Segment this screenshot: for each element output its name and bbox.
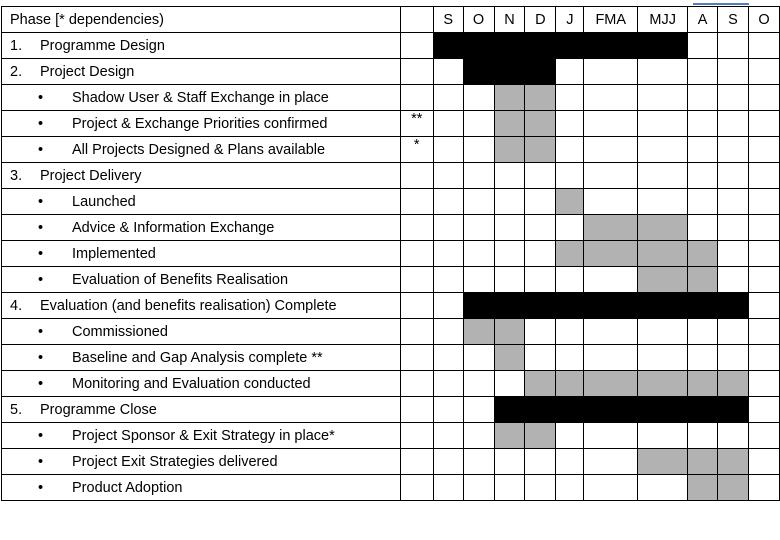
phase-cell <box>2 137 401 163</box>
activity-bar-cell <box>718 475 749 501</box>
task-row <box>2 319 780 345</box>
dependency-cell <box>400 267 433 293</box>
timeline-cell <box>718 137 749 163</box>
timeline-cell <box>748 371 779 397</box>
timeline-cell <box>584 449 638 475</box>
timeline-cell <box>748 33 779 59</box>
timeline-cell <box>494 371 525 397</box>
task-row <box>2 345 780 371</box>
activity-bar-cell <box>638 215 688 241</box>
dependency-cell <box>400 371 433 397</box>
timeline-cell <box>463 371 494 397</box>
timeline-cell <box>748 397 779 423</box>
timeline-cell <box>556 449 584 475</box>
timeline-cell <box>463 215 494 241</box>
activity-bar-cell <box>688 371 718 397</box>
timeline-cell <box>463 189 494 215</box>
milestone-bar-cell <box>584 33 638 59</box>
timeline-cell <box>556 59 584 85</box>
phase-cell <box>2 33 401 59</box>
bullet-marker: • <box>38 479 44 496</box>
timeline-cell <box>638 319 688 345</box>
row-label: Project & Exchange Priorities confirmed <box>72 115 328 132</box>
row-label: Evaluation of Benefits Realisation <box>72 271 289 288</box>
timeline-cell <box>718 215 749 241</box>
dependency-cell <box>400 345 433 371</box>
activity-bar-cell <box>584 215 638 241</box>
timeline-cell <box>638 111 688 137</box>
dependency-cell <box>400 215 433 241</box>
activity-bar-cell <box>463 319 494 345</box>
milestone-bar-cell <box>525 33 556 59</box>
timeline-cell <box>748 475 779 501</box>
milestone-bar-cell <box>688 293 718 319</box>
task-row <box>2 267 780 293</box>
activity-bar-cell <box>556 189 584 215</box>
timeline-cell <box>463 397 494 423</box>
dependency-cell <box>400 33 433 59</box>
timeline-cell <box>525 345 556 371</box>
timeline-cell <box>748 423 779 449</box>
timeline-cell <box>638 59 688 85</box>
period-header: D <box>525 7 556 33</box>
bullet-marker: • <box>38 427 44 444</box>
dependency-cell <box>400 163 433 189</box>
row-label: Project Design <box>40 63 135 80</box>
row-label: Project Exit Strategies delivered <box>72 453 278 470</box>
task-row <box>2 85 780 111</box>
timeline-cell <box>556 215 584 241</box>
task-row <box>2 215 780 241</box>
timeline-cell <box>748 449 779 475</box>
activity-bar-cell <box>718 449 749 475</box>
task-row <box>2 449 780 475</box>
phase-number: 1. <box>10 37 23 54</box>
timeline-cell <box>718 319 749 345</box>
row-label: All Projects Designed & Plans available <box>72 141 326 158</box>
phase-cell <box>2 85 401 111</box>
bullet-marker: • <box>38 271 44 288</box>
phase-cell <box>2 189 401 215</box>
timeline-cell <box>748 293 779 319</box>
timeline-cell <box>433 59 463 85</box>
timeline-cell <box>748 319 779 345</box>
timeline-cell <box>525 475 556 501</box>
timeline-cell <box>718 33 749 59</box>
timeline-cell <box>748 59 779 85</box>
timeline-cell <box>556 111 584 137</box>
timeline-cell <box>718 111 749 137</box>
timeline-cell <box>584 85 638 111</box>
row-label: Programme Design <box>40 37 165 54</box>
period-header: FMA <box>584 7 638 33</box>
activity-bar-cell <box>525 137 556 163</box>
gantt-body <box>2 33 780 501</box>
dependency-cell <box>400 449 433 475</box>
timeline-cell <box>688 85 718 111</box>
phase-cell <box>2 293 401 319</box>
milestone-bar-cell <box>463 33 494 59</box>
phase-cell <box>2 241 401 267</box>
dependency-cell <box>400 241 433 267</box>
timeline-cell <box>638 137 688 163</box>
activity-bar-cell <box>525 423 556 449</box>
timeline-cell <box>688 137 718 163</box>
phase-cell <box>2 59 401 85</box>
timeline-cell <box>584 163 638 189</box>
dependency-cell: * <box>400 137 433 163</box>
milestone-bar-cell <box>525 397 556 423</box>
phase-cell <box>2 449 401 475</box>
gantt-table <box>1 6 780 501</box>
phase-number: 4. <box>10 297 23 314</box>
milestone-bar-cell <box>525 293 556 319</box>
phase-cell <box>2 163 401 189</box>
activity-bar-cell <box>556 241 584 267</box>
timeline-cell <box>688 345 718 371</box>
activity-bar-cell <box>688 267 718 293</box>
timeline-cell <box>748 85 779 111</box>
dependency-cell <box>400 423 433 449</box>
timeline-cell <box>584 189 638 215</box>
timeline-cell <box>638 345 688 371</box>
timeline-cell <box>748 137 779 163</box>
activity-bar-cell <box>638 241 688 267</box>
row-label: Shadow User & Staff Exchange in place <box>72 89 329 106</box>
timeline-cell <box>688 189 718 215</box>
row-label: Commissioned <box>72 323 168 340</box>
timeline-cell <box>688 59 718 85</box>
timeline-cell <box>525 449 556 475</box>
phase-cell <box>2 345 401 371</box>
timeline-cell <box>638 85 688 111</box>
timeline-cell <box>433 163 463 189</box>
timeline-cell <box>584 267 638 293</box>
period-header: O <box>748 7 779 33</box>
timeline-cell <box>556 137 584 163</box>
timeline-cell <box>433 397 463 423</box>
timeline-cell <box>748 163 779 189</box>
activity-bar-cell <box>525 85 556 111</box>
row-label: Project Delivery <box>40 167 142 184</box>
milestone-bar-cell <box>494 33 525 59</box>
dependency-cell <box>400 189 433 215</box>
timeline-cell <box>433 137 463 163</box>
activity-bar-cell <box>584 371 638 397</box>
phase-number: 3. <box>10 167 23 184</box>
timeline-cell <box>494 189 525 215</box>
timeline-cell <box>525 189 556 215</box>
timeline-cell <box>433 475 463 501</box>
timeline-cell <box>463 85 494 111</box>
timeline-cell <box>494 215 525 241</box>
timeline-cell <box>718 345 749 371</box>
phase-row <box>2 293 780 319</box>
period-header: O <box>463 7 494 33</box>
bullet-marker: • <box>38 141 44 158</box>
timeline-cell <box>638 189 688 215</box>
timeline-cell <box>584 59 638 85</box>
milestone-bar-cell <box>718 293 749 319</box>
milestone-bar-cell <box>556 397 584 423</box>
timeline-cell <box>556 85 584 111</box>
period-header: J <box>556 7 584 33</box>
bullet-marker: • <box>38 245 44 262</box>
timeline-cell <box>748 267 779 293</box>
phase-cell <box>2 319 401 345</box>
phase-column-header: Phase [* dependencies) <box>2 7 401 33</box>
timeline-cell <box>525 319 556 345</box>
dependency-column-header <box>400 7 433 33</box>
dependency-cell <box>400 319 433 345</box>
bullet-marker: • <box>38 193 44 210</box>
timeline-cell <box>556 267 584 293</box>
timeline-cell <box>463 241 494 267</box>
timeline-cell <box>494 267 525 293</box>
milestone-bar-cell <box>638 397 688 423</box>
dependency-cell <box>400 85 433 111</box>
activity-bar-cell <box>494 345 525 371</box>
phase-cell <box>2 397 401 423</box>
timeline-cell <box>718 189 749 215</box>
timeline-cell <box>638 475 688 501</box>
timeline-cell <box>525 215 556 241</box>
timeline-cell <box>463 111 494 137</box>
period-header: S <box>433 7 463 33</box>
row-label: Advice & Information Exchange <box>72 219 275 236</box>
timeline-cell <box>494 449 525 475</box>
bullet-marker: • <box>38 89 44 106</box>
timeline-cell <box>433 423 463 449</box>
timeline-cell <box>688 423 718 449</box>
milestone-bar-cell <box>494 59 525 85</box>
timeline-cell <box>463 267 494 293</box>
timeline-cell <box>748 189 779 215</box>
dependency-cell: ** <box>400 111 433 137</box>
timeline-cell <box>584 137 638 163</box>
activity-bar-cell <box>525 371 556 397</box>
milestone-bar-cell <box>494 397 525 423</box>
task-row <box>2 111 780 137</box>
activity-bar-cell <box>556 371 584 397</box>
header-row <box>2 7 780 33</box>
timeline-cell <box>638 163 688 189</box>
milestone-bar-cell <box>556 293 584 319</box>
timeline-cell <box>463 423 494 449</box>
timeline-cell <box>494 163 525 189</box>
milestone-bar-cell <box>556 33 584 59</box>
timeline-cell <box>688 33 718 59</box>
task-row <box>2 371 780 397</box>
timeline-cell <box>688 111 718 137</box>
bullet-marker: • <box>38 349 44 366</box>
timeline-cell <box>433 189 463 215</box>
row-label: Project Sponsor & Exit Strategy in place* <box>72 427 335 444</box>
timeline-cell <box>556 345 584 371</box>
timeline-cell <box>463 475 494 501</box>
dependency-cell <box>400 475 433 501</box>
timeline-cell <box>556 475 584 501</box>
bullet-marker: • <box>38 453 44 470</box>
phase-cell <box>2 215 401 241</box>
milestone-bar-cell <box>463 293 494 319</box>
period-header: S <box>718 7 749 33</box>
milestone-bar-cell <box>584 397 638 423</box>
phase-row <box>2 163 780 189</box>
timeline-cell <box>584 345 638 371</box>
activity-bar-cell <box>494 423 525 449</box>
task-row <box>2 137 780 163</box>
period-header: MJJ <box>638 7 688 33</box>
timeline-cell <box>556 319 584 345</box>
task-row <box>2 189 780 215</box>
timeline-cell <box>718 59 749 85</box>
row-label: Product Adoption <box>72 479 183 496</box>
timeline-cell <box>718 85 749 111</box>
milestone-bar-cell <box>433 33 463 59</box>
phase-row <box>2 397 780 423</box>
task-row <box>2 475 780 501</box>
timeline-cell <box>433 371 463 397</box>
activity-bar-cell <box>638 267 688 293</box>
phase-cell <box>2 267 401 293</box>
timeline-cell <box>638 423 688 449</box>
timeline-cell <box>688 319 718 345</box>
period-header: N <box>494 7 525 33</box>
phase-number: 2. <box>10 63 23 80</box>
activity-bar-cell <box>718 371 749 397</box>
milestone-bar-cell <box>584 293 638 319</box>
phase-row <box>2 33 780 59</box>
timeline-cell <box>718 267 749 293</box>
timeline-cell <box>525 163 556 189</box>
bullet-marker: • <box>38 375 44 392</box>
timeline-cell <box>433 111 463 137</box>
phase-cell <box>2 371 401 397</box>
phase-number: 5. <box>10 401 23 418</box>
top-accent-line <box>693 3 749 5</box>
timeline-cell <box>556 423 584 449</box>
row-label: Evaluation (and benefits realisation) Complete <box>40 297 337 314</box>
bullet-marker: • <box>38 219 44 236</box>
row-label: Baseline and Gap Analysis complete ** <box>72 349 323 366</box>
task-row <box>2 241 780 267</box>
timeline-cell <box>584 111 638 137</box>
dependency-cell <box>400 59 433 85</box>
row-label: Implemented <box>72 245 156 262</box>
activity-bar-cell <box>688 241 718 267</box>
timeline-cell <box>718 423 749 449</box>
dependency-cell <box>400 293 433 319</box>
timeline-cell <box>718 241 749 267</box>
phase-row <box>2 59 780 85</box>
milestone-bar-cell <box>638 293 688 319</box>
timeline-cell <box>584 319 638 345</box>
timeline-cell <box>433 319 463 345</box>
timeline-cell <box>463 449 494 475</box>
activity-bar-cell <box>494 319 525 345</box>
activity-bar-cell <box>525 111 556 137</box>
timeline-cell <box>688 215 718 241</box>
timeline-cell <box>494 475 525 501</box>
task-row <box>2 423 780 449</box>
timeline-cell <box>748 345 779 371</box>
activity-bar-cell <box>494 85 525 111</box>
timeline-cell <box>584 475 638 501</box>
timeline-cell <box>525 241 556 267</box>
activity-bar-cell <box>688 475 718 501</box>
phase-cell <box>2 475 401 501</box>
bullet-marker: • <box>38 115 44 132</box>
row-label: Launched <box>72 193 136 210</box>
phase-cell <box>2 423 401 449</box>
timeline-cell <box>463 163 494 189</box>
phase-cell <box>2 111 401 137</box>
timeline-cell <box>463 137 494 163</box>
milestone-bar-cell <box>525 59 556 85</box>
row-label: Monitoring and Evaluation conducted <box>72 375 311 392</box>
timeline-cell <box>433 241 463 267</box>
timeline-cell <box>748 241 779 267</box>
activity-bar-cell <box>688 449 718 475</box>
timeline-cell <box>433 449 463 475</box>
period-header: A <box>688 7 718 33</box>
row-label: Programme Close <box>40 401 157 418</box>
timeline-cell <box>525 267 556 293</box>
timeline-cell <box>433 293 463 319</box>
timeline-cell <box>494 241 525 267</box>
timeline-cell <box>584 423 638 449</box>
activity-bar-cell <box>494 111 525 137</box>
timeline-cell <box>463 345 494 371</box>
timeline-cell <box>433 215 463 241</box>
timeline-cell <box>433 85 463 111</box>
timeline-cell <box>748 215 779 241</box>
milestone-bar-cell <box>494 293 525 319</box>
bullet-marker: • <box>38 323 44 340</box>
activity-bar-cell <box>638 371 688 397</box>
timeline-cell <box>433 345 463 371</box>
milestone-bar-cell <box>638 33 688 59</box>
dependency-cell <box>400 397 433 423</box>
milestone-bar-cell <box>688 397 718 423</box>
timeline-cell <box>718 163 749 189</box>
timeline-cell <box>433 267 463 293</box>
activity-bar-cell <box>584 241 638 267</box>
milestone-bar-cell <box>463 59 494 85</box>
activity-bar-cell <box>494 137 525 163</box>
timeline-cell <box>556 163 584 189</box>
timeline-cell <box>688 163 718 189</box>
activity-bar-cell <box>638 449 688 475</box>
milestone-bar-cell <box>718 397 749 423</box>
timeline-cell <box>748 111 779 137</box>
